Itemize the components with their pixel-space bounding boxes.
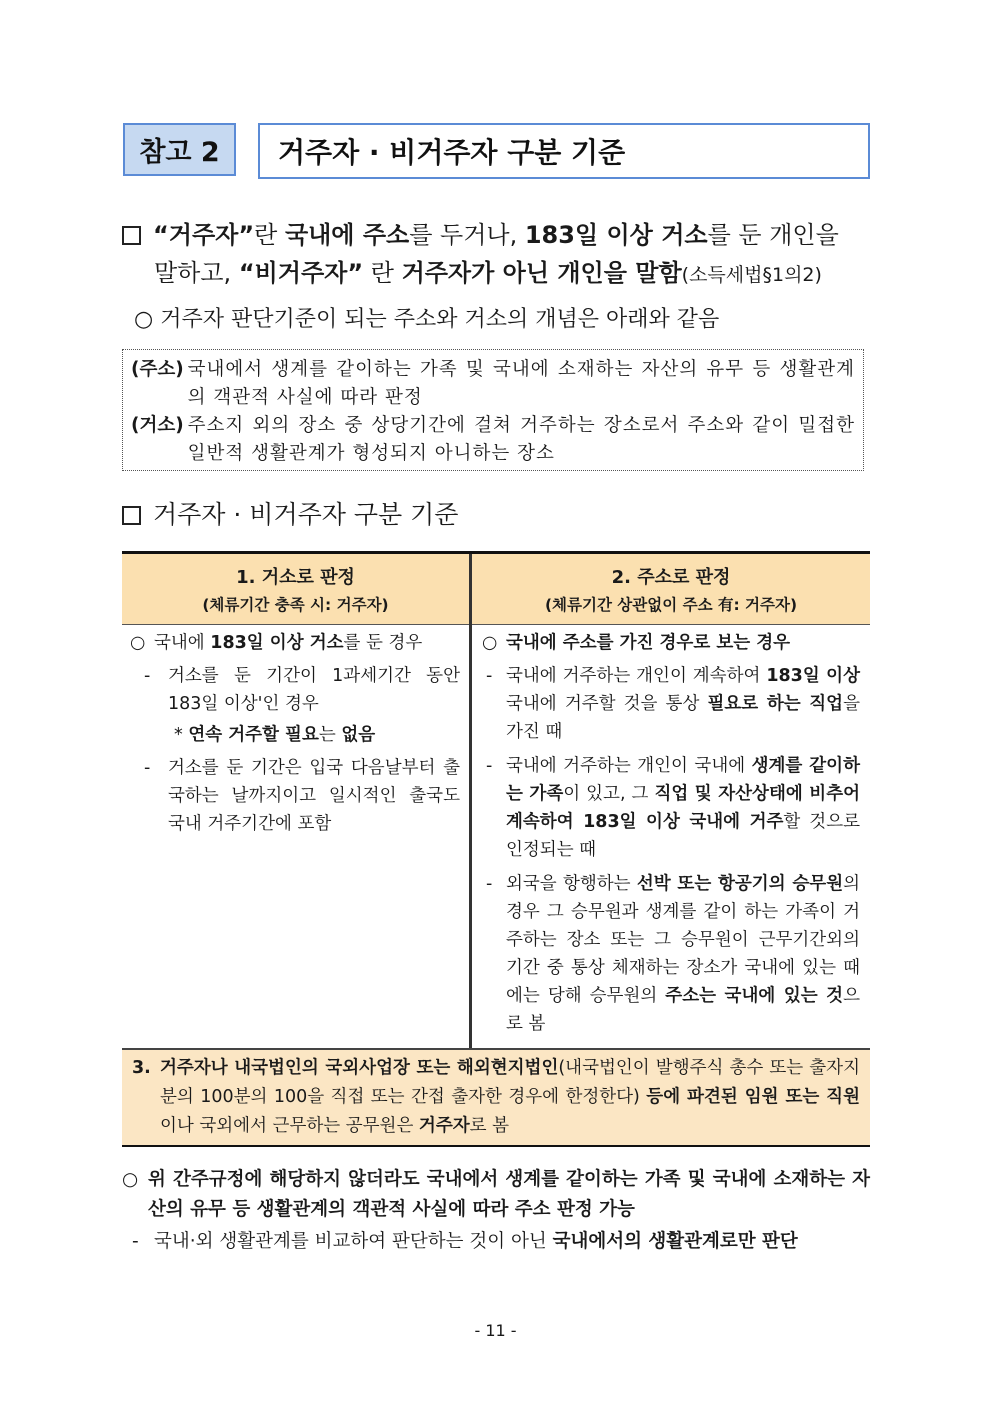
table-header-row — [122, 554, 870, 625]
list-item: - 국내에 거주하는 개인이 계속하여 183일 이상 국내에 거주할 것을 통상 필요로 하는 직업을 가진 때 — [486, 666, 860, 742]
definition-box — [122, 349, 864, 471]
intro-line-1: “거주자”란 국내에 주소를 두거나, 183일 이상 거소를 둔 개인을 — [122, 218, 872, 252]
header-col-2: 2. 주소로 판정 (체류기간 상관없이 주소 有: 거주자) — [544, 567, 798, 614]
notes-section — [122, 1165, 870, 1257]
intro-circle-item: ○ 거주자 판단기준이 되는 주소와 거소의 개념은 아래와 같음 — [134, 307, 720, 332]
note-item: * 연속 거주할 필요는 없음 — [174, 725, 376, 745]
header-col-1: 1. 거소로 판정 (체류기간 충족 시: 거주자) — [202, 567, 389, 614]
list-item: - 거소를 둔 기간이 1과세기간 동안 183일 이상'인 경우 — [144, 666, 460, 714]
list-item: - 국내·외 생활관계를 비교하여 판단하는 것이 아닌 국내에서의 생활관계로만 판단 — [132, 1231, 798, 1252]
list-item: ○ 위 간주규정에 해당하지 않더라도 국내에서 생계를 같이하는 가족 및 국내에 소재하는 자산의 유무 등 생활관계의 객관적 사실에 따라 주소 판정 가능 — [122, 1169, 870, 1220]
reference-label: 참고 2 — [123, 123, 236, 176]
intro-line-2: 말하고, “비거주자” 란 거주자가 아닌 개인을 말함(소득세법§1의2) — [154, 259, 822, 287]
section-heading: 거주자 · 비거주자 구분 기준 — [122, 495, 458, 531]
list-item: ○ 국내에 주소를 가진 경우로 보는 경우 — [482, 633, 791, 653]
square-bullet-icon — [122, 226, 141, 245]
column-divider — [469, 554, 472, 1050]
criteria-table — [122, 551, 870, 1147]
list-item: ○ 국내에 183일 이상 거소를 둔 경우 — [130, 633, 423, 653]
page-title: 거주자 · 비거주자 구분 기준 — [258, 123, 870, 179]
definition-address: (주소) 국내에서 생계를 같이하는 가족 및 국내에 소재하는 자산의 유무 등 생활관계의 객관적 사실에 따라 판정 — [131, 359, 855, 408]
list-item: - 외국을 항행하는 선박 또는 항공기의 승무원의 경우 그 승무원과 생계를 같이 하는 가족이 거주하는 장소 또는 그 승무원이 근무기간외의 기간 중 통상 체재하는 장소가 국내에 있는 때에는 당해 승무원의 주소는 국내에 있는 것으로 봄 — [486, 874, 861, 1034]
bottom-row-text: 3. 거주자나 내국법인의 국외사업장 또는 해외현지법인(내국법인이 발행주식 총수 또는 출자지분의 100분의 100을 직접 또는 간접 출자한 경우에 한정한다) 등에 파견된 임원 또는 직원이나 국외에서 근무하는 공무원은 거주자로 봄 — [132, 1058, 860, 1136]
col-1-content — [130, 629, 460, 838]
col-2-content — [482, 629, 860, 1038]
table-bottom-row — [122, 1048, 870, 1147]
list-item: - 거소를 둔 기간은 입국 다음날부터 출국하는 날까지이고 일시적인 출국도 국내 거주기간에 포함 — [144, 758, 460, 834]
square-bullet-icon — [122, 506, 141, 525]
list-item: - 국내에 거주하는 개인이 국내에 생계를 같이하는 가족이 있고, 그 직업 및 자산상태에 비추어 계속하여 183일 이상 국내에 거주할 것으로 인정되는 때 — [486, 756, 861, 860]
page-number: - 11 - — [474, 1321, 517, 1340]
definition-residence: (거소) 주소지 외의 장소 중 상당기간에 걸쳐 거주하는 장소로서 주소와 같이 밀접한 일반적 생활관계가 형성되지 아니하는 장소 — [131, 415, 855, 464]
